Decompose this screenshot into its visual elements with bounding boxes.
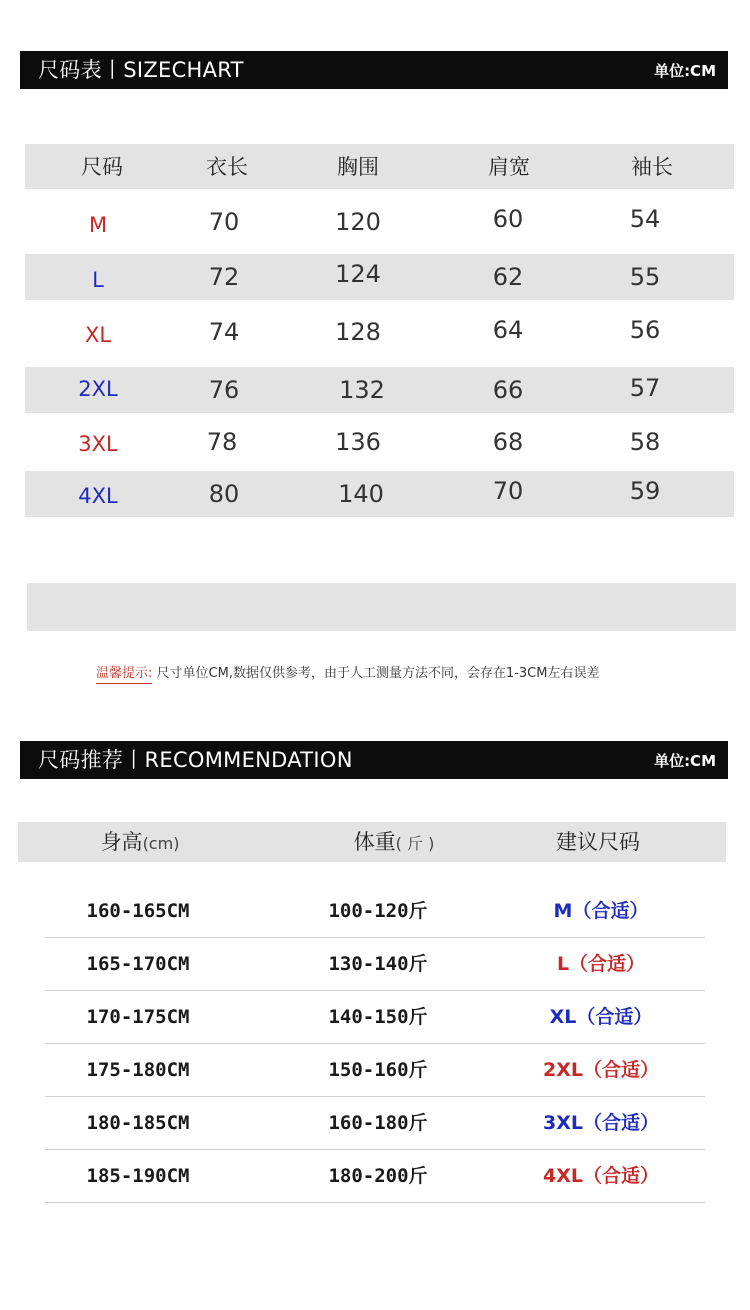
length-value: 78 (206, 428, 238, 456)
size-label: L (92, 268, 104, 292)
recommendation-row (45, 991, 705, 1044)
recommendation-row (45, 885, 705, 938)
length-value: 80 (208, 480, 240, 508)
shoulder-value: 66 (492, 376, 524, 404)
sizechart-row (0, 419, 750, 465)
recommendation-row (45, 1150, 705, 1203)
sizechart-unit: 单位:CM (654, 62, 716, 80)
suggested-size: M（合适） (553, 900, 649, 922)
recommendation-row (45, 1097, 705, 1150)
suggested-size: XL（合适） (549, 1006, 653, 1028)
length-value: 76 (208, 376, 240, 404)
sizechart-row (0, 199, 750, 245)
length-value: 72 (208, 263, 240, 291)
shoulder-value: 68 (492, 428, 524, 456)
height-range: 175-180CM (86, 1059, 190, 1081)
sleeve-value: 54 (629, 205, 661, 233)
size-label: 2XL (78, 377, 118, 401)
suggested-size: 2XL（合适） (543, 1059, 659, 1081)
size-label: 3XL (78, 432, 118, 456)
header-suggested-size: 建议尺码 (556, 830, 640, 854)
recommendation-row (45, 938, 705, 991)
sizechart-banner (20, 51, 728, 89)
weight-range: 130-140斤 (328, 953, 428, 975)
sleeve-value: 58 (629, 428, 661, 456)
suggested-size: 3XL（合适） (543, 1112, 659, 1134)
header-shoulder: 肩宽 (488, 155, 530, 179)
height-range: 165-170CM (86, 953, 190, 975)
recommendation-title: 尺码推荐丨RECOMMENDATION (38, 748, 353, 772)
chest-value: 136 (335, 428, 381, 456)
chest-value: 140 (338, 480, 384, 508)
chest-value: 132 (339, 376, 385, 404)
weight-range: 150-160斤 (328, 1059, 428, 1081)
weight-range: 140-150斤 (328, 1006, 428, 1028)
tip-label: 温馨提示: (96, 666, 152, 684)
sizechart-row (0, 367, 750, 413)
length-value: 70 (208, 208, 240, 236)
header-chest: 胸围 (337, 155, 379, 179)
chest-value: 124 (335, 260, 381, 288)
sizechart-header-row (0, 144, 750, 190)
shoulder-value: 70 (492, 477, 524, 505)
header-length: 衣长 (206, 155, 248, 179)
recommendation-header-row (18, 822, 726, 862)
size-label: M (88, 213, 108, 237)
weight-range: 180-200斤 (328, 1165, 428, 1187)
size-label: 4XL (78, 484, 118, 508)
chest-value: 120 (335, 208, 381, 236)
sizechart-blank-band (27, 583, 736, 631)
sizechart-row (0, 254, 750, 300)
height-range: 185-190CM (86, 1165, 190, 1187)
tip-text: 尺寸单位CM,数据仅供参考，由于人工测量方法不同，会存在1-3CM左右误差 (152, 666, 600, 681)
sizechart-row (0, 471, 750, 517)
weight-range: 160-180斤 (328, 1112, 428, 1134)
height-range: 180-185CM (86, 1112, 190, 1134)
size-label: XL (84, 323, 112, 347)
recommendation-row (45, 1044, 705, 1097)
recommendation-unit: 单位:CM (654, 752, 716, 770)
header-weight: 体重( 斤 ) (353, 830, 435, 854)
shoulder-value: 64 (492, 316, 524, 344)
sleeve-value: 56 (629, 316, 661, 344)
height-range: 160-165CM (86, 900, 190, 922)
header-size: 尺码 (81, 155, 123, 179)
shoulder-value: 60 (492, 205, 524, 233)
length-value: 74 (208, 318, 240, 346)
suggested-size: 4XL（合适） (543, 1165, 659, 1187)
sleeve-value: 55 (629, 263, 661, 291)
weight-range: 100-120斤 (328, 900, 428, 922)
header-height: 身高(cm) (100, 830, 180, 854)
sleeve-value: 59 (629, 477, 661, 505)
suggested-size: L（合适） (556, 953, 646, 975)
shoulder-value: 62 (492, 263, 524, 291)
chest-value: 128 (335, 318, 381, 346)
header-sleeve: 袖长 (631, 155, 673, 179)
sizechart-row (0, 309, 750, 355)
sizechart-title: 尺码表丨SIZECHART (38, 58, 244, 82)
measurement-tip (96, 662, 599, 681)
height-range: 170-175CM (86, 1006, 190, 1028)
sleeve-value: 57 (629, 374, 661, 402)
recommendation-banner (20, 741, 728, 779)
